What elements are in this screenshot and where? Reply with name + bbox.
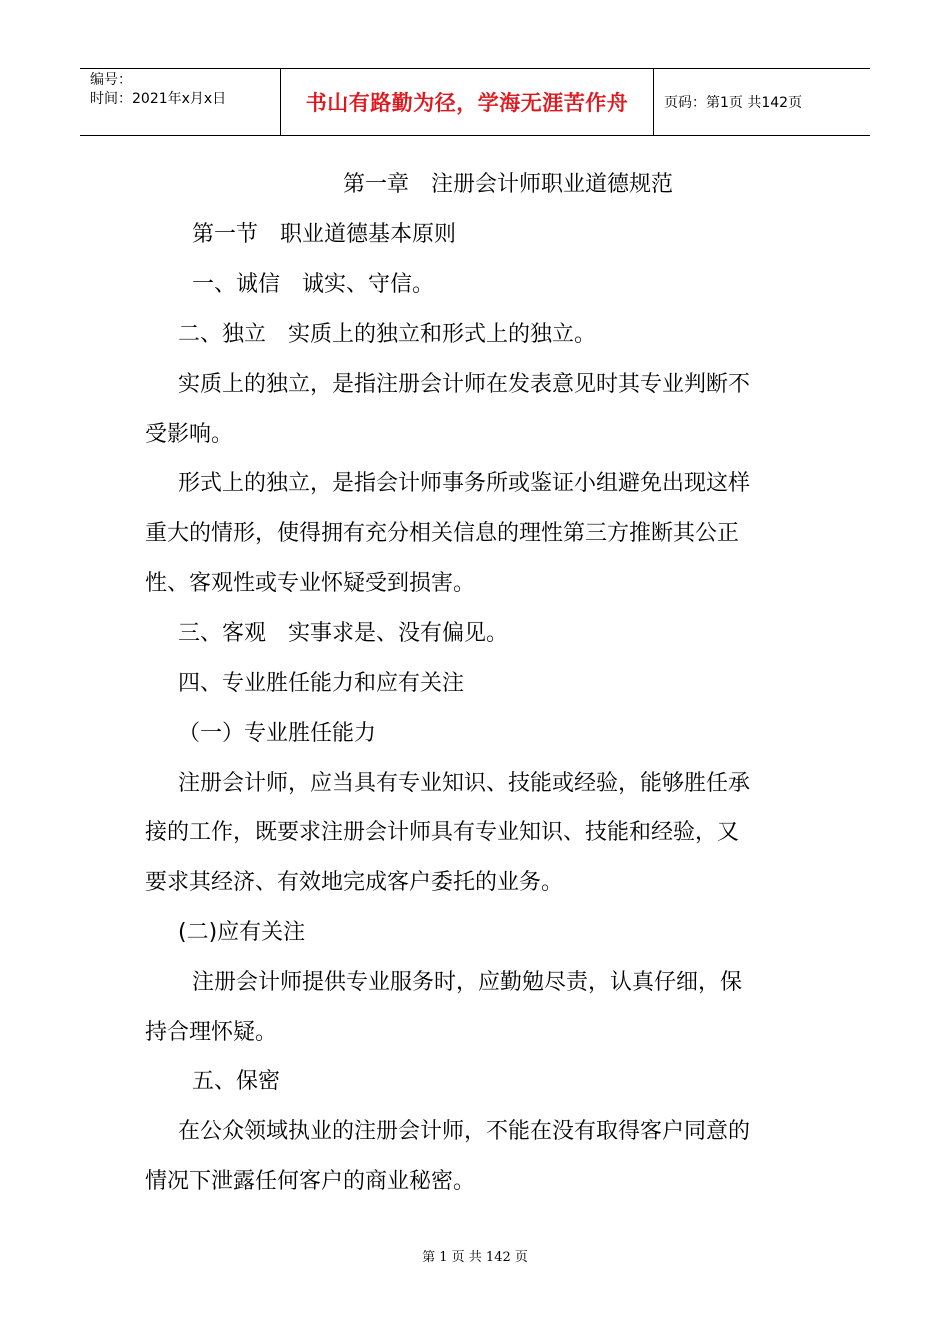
header-meta <box>80 69 281 135</box>
document-header <box>80 68 870 136</box>
paragraph-line: 二、独立 实质上的独立和形式上的独立。 <box>178 322 597 347</box>
paragraph-line: 注册会计师，应当具有专业知识、技能或经验，能够胜任承 <box>178 771 751 796</box>
paragraph-line: 受影响。 <box>145 422 234 447</box>
paragraph-line: 要求其经济、有效地完成客户委托的业务。 <box>145 870 564 895</box>
header-motto-cell <box>281 69 654 135</box>
paragraph-line: 情况下泄露任何客户的商业秘密。 <box>145 1169 476 1194</box>
paragraph-line: 重大的情形，使得拥有充分相关信息的理性第三方推断其公正 <box>145 521 740 546</box>
motto-text: 书山有路勤为径，学海无涯苦作舟 <box>305 91 629 115</box>
paragraph-line: 一、诚信 诚实、守信。 <box>192 272 435 297</box>
paragraph-line: 接的工作，既要求注册会计师具有专业知识、技能和经验，又 <box>145 820 740 845</box>
paragraph-line: (二)应有关注 <box>178 920 306 945</box>
section-title: 第一节 职业道德基本原则 <box>192 222 457 247</box>
page-footer: 第 1 页 共 142 页 <box>422 1250 528 1265</box>
paragraph-line: 性、客观性或专业怀疑受到损害。 <box>145 571 476 596</box>
paragraph-line: 实质上的独立，是指注册会计师在发表意见时其专业判断不 <box>178 372 751 397</box>
paragraph-line: 四、专业胜任能力和应有关注 <box>178 671 465 696</box>
paragraph-line: 五、保密 <box>192 1069 281 1094</box>
chapter-title: 第一章 注册会计师职业道德规范 <box>343 172 674 197</box>
paragraph-line: 三、客观 实事求是、没有偏见。 <box>178 621 509 646</box>
page-info-text: 页码：第1页 共142页 <box>664 95 803 111</box>
serial-label: 编号： <box>90 72 132 88</box>
time-label: 时间：2021年x月x日 <box>90 91 227 107</box>
header-page-info <box>654 69 870 135</box>
paragraph-line: 形式上的独立，是指会计师事务所或鉴证小组避免出现这样 <box>178 471 751 496</box>
paragraph-line: 注册会计师提供专业服务时，应勤勉尽责，认真仔细，保 <box>192 970 743 995</box>
paragraph-line: 持合理怀疑。 <box>145 1020 278 1045</box>
paragraph-line: 在公众领域执业的注册会计师，不能在没有取得客户同意的 <box>178 1119 751 1144</box>
paragraph-line: （一）专业胜任能力 <box>178 721 377 746</box>
